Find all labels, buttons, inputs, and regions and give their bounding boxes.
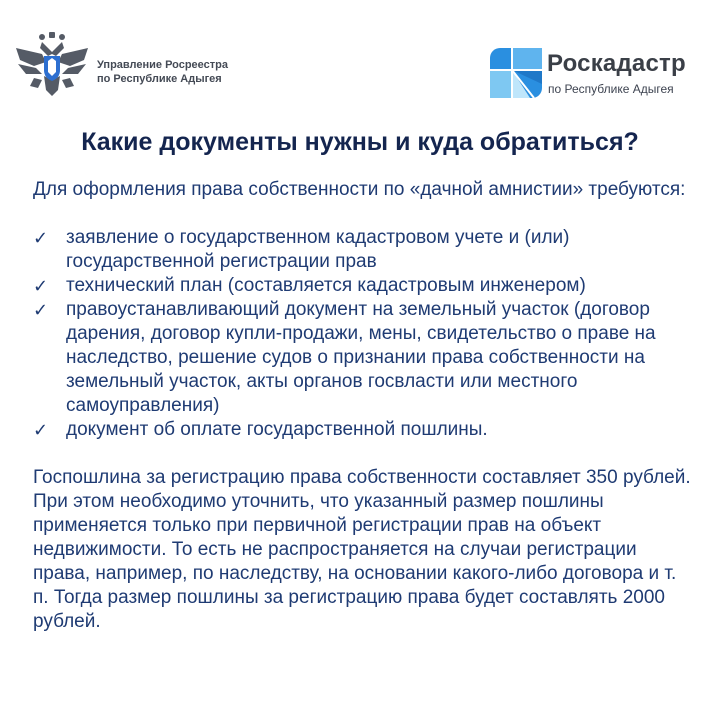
checkmark-icon: ✓: [33, 420, 49, 440]
fee-paragraph: Госпошлина за регистрацию права собственности составляет 350 рублей. При этом необходимо уточнить, что указанный размер пошлины применяется только при первичной регистрации прав на объект недвижимости. То есть не распространяется на случаи регистрации права, например, по наследству, на основании какого-либо договора и т. п. Тогда размер пошлины за регистрацию права будет составлять 2000 рублей.: [33, 467, 691, 632]
brand-subtitle: по Республике Адыгея: [548, 82, 674, 96]
double-headed-eagle-icon: [12, 28, 92, 100]
main-content: [33, 178, 693, 634]
checkmark-icon: ✓: [33, 228, 49, 248]
list-item: [33, 418, 693, 442]
checkmark-icon: ✓: [33, 276, 49, 296]
intro-text: Для оформления права собственности по «дачной амнистии» требуются:: [33, 179, 686, 200]
requirements-list: [33, 226, 693, 442]
roskadastr-logo-icon: [490, 48, 542, 98]
list-item: [33, 274, 693, 298]
left-org-line2: по Республике Адыгея: [97, 73, 222, 85]
page-title: Какие документы нужны и куда обратиться?: [81, 128, 639, 156]
list-item-text: технический план (составляется кадастровым инженером): [66, 275, 586, 296]
list-item-text: заявление о государственном кадастровом учете и (или) государственной регистрации прав: [66, 227, 570, 272]
left-org-line1: Управление Росреестра: [97, 59, 228, 71]
checkmark-icon: ✓: [33, 300, 49, 320]
list-item: [33, 298, 693, 418]
header: [0, 0, 720, 120]
list-item: [33, 226, 693, 274]
list-item-text: документ об оплате государственной пошлины.: [66, 419, 488, 440]
left-org-name: [97, 58, 228, 86]
brand-title: Роскадастр: [547, 50, 686, 77]
list-item-text: правоустанавливающий документ на земельный участок (договор дарения, договор купли-продажи, мены, свидетельство о праве на наследство, решение судов о признании права собственности на земельный участок, акты органов госвласти или местного самоуправления): [66, 299, 656, 416]
